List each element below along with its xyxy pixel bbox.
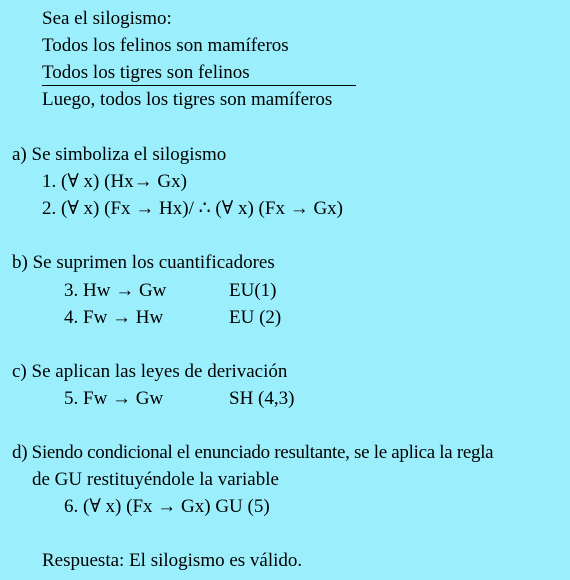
part-c-title: c) Se aplican las leyes de derivación — [12, 361, 288, 382]
part-b-step-4-rule: EU (2) — [229, 307, 282, 328]
part-b-step-4-expr: 4. Fw → Hw — [64, 307, 164, 328]
part-a-step-2: 2. (∀ x) (Fx → Hx)/ ∴ (∀ x) (Fx → Gx) — [42, 198, 343, 219]
part-d-title-line-2: de GU restituyéndole la variable — [32, 469, 279, 490]
part-d-title-line-1: d) Siendo condicional el enunciado resultante, se le aplica la regla — [12, 442, 494, 463]
intro-heading: Sea el silogismo: — [42, 8, 172, 29]
part-b-step-3-expr: 3. Hw → Gw — [64, 280, 167, 301]
part-b-step-3-rule: EU(1) — [229, 280, 277, 301]
answer: Respuesta: El silogismo es válido. — [42, 550, 303, 571]
part-b-title: b) Se suprimen los cuantificadores — [12, 252, 275, 273]
part-c-step-5-expr: 5. Fw → Gw — [64, 388, 164, 409]
part-a-step-1: 1. (∀ x) (Hx→ Gx) — [42, 171, 187, 192]
premise-1: Todos los felinos son mamíferos — [42, 35, 289, 56]
part-a-title: a) Se simboliza el silogismo — [12, 144, 227, 165]
part-c-step-5-rule: SH (4,3) — [229, 388, 295, 409]
part-d-step-6: 6. (∀ x) (Fx → Gx) GU (5) — [64, 496, 270, 517]
conclusion-divider — [42, 85, 356, 86]
conclusion: Luego, todos los tigres son mamíferos — [42, 89, 333, 110]
premise-2: Todos los tigres son felinos — [42, 62, 250, 83]
